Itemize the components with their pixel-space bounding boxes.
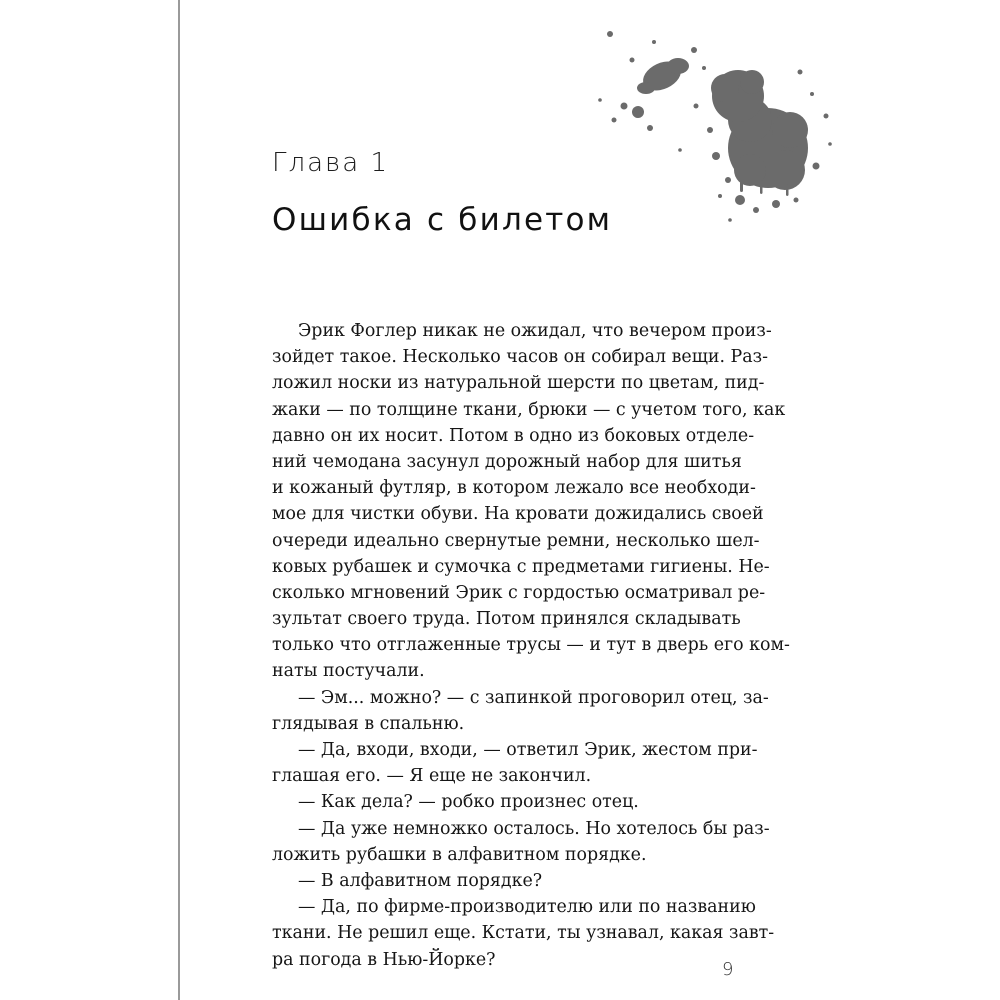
text-line: ложил носки из натуральной шерсти по цветам, пид- (272, 373, 765, 394)
text-line: зойдет такое. Несколько часов он собирал вещи. Раз- (272, 347, 768, 368)
chapter-title: Ошибка с билетом (272, 202, 613, 238)
body-text (272, 318, 790, 973)
text-line: ткани. Не решил еще. Кстати, ты узнавал, какая завт- (272, 923, 775, 944)
page-gutter-line (178, 0, 180, 1000)
text-line: — Да уже немножко осталось. Но хотелось бы раз- (298, 818, 770, 839)
text-line: глашая его. — Я еще не закончил. (272, 766, 592, 787)
text-line: — Да, по фирме-производителю или по названию (298, 897, 756, 918)
text-line: очереди идеально свернутые ремни, несколько шел- (272, 530, 760, 551)
text-line: только что отглаженные трусы — и тут в дверь его ком- (272, 635, 790, 656)
text-line: наты постучали. (272, 661, 425, 682)
text-line: — Как дела? — робко произнес отец. (298, 792, 639, 813)
text-line: ра погода в Нью-Йорке? (272, 949, 496, 970)
text-line: жаки — по толщине ткани, брюки — с учетом того, как (272, 399, 786, 420)
text-line: зультат своего труда. Потом принялся складывать (272, 609, 741, 630)
text-line: ний чемодана засунул дорожный набор для шитья (272, 451, 742, 472)
text-line: ковых рубашек и сумочка с предметами гигиены. Не- (272, 556, 770, 577)
text-line: — Эм... можно? — с запинкой проговорил отец, за- (298, 687, 769, 708)
text-line: и кожаный футляр, в котором лежало все необходи- (272, 478, 756, 499)
text-line: сколько мгновений Эрик с гордостью осматривал ре- (272, 582, 766, 603)
text-line: мое для чистки обуви. На кровати дожидались своей (272, 504, 764, 525)
page-number: 9 (722, 959, 734, 980)
text-line: глядывая в спальню. (272, 713, 465, 734)
text-line: — Да, входи, входи, — ответил Эрик, жестом при- (298, 740, 758, 760)
text-line: — В алфавитном порядке? (298, 870, 543, 891)
chapter-number: Глава 1 (272, 148, 390, 178)
text-line: Эрик Фоглер никак не ожидал, что вечером произ- (298, 321, 772, 341)
ink-splash-illustration (590, 20, 840, 230)
text-line: ложить рубашки в алфавитном порядке. (272, 844, 647, 865)
text-line: давно он их носит. Потом в одно из боковых отделе- (272, 425, 755, 446)
